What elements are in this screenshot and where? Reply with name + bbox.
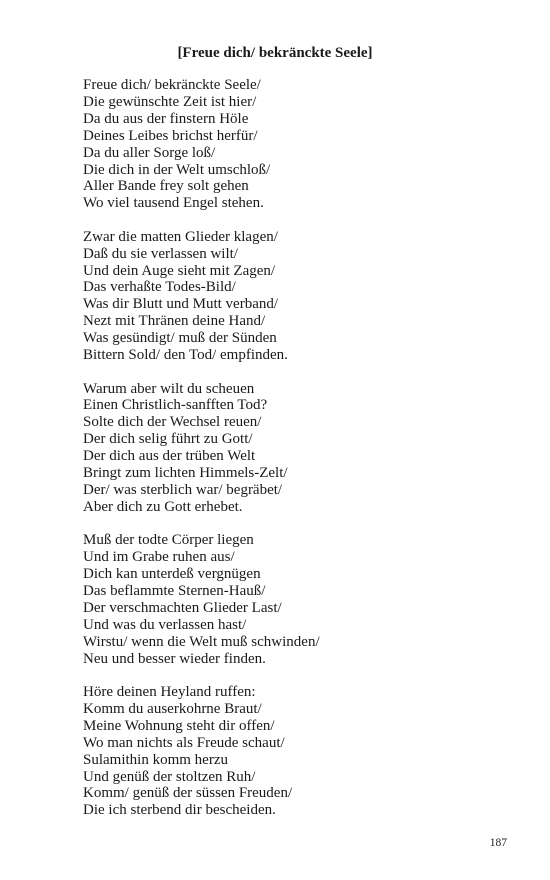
poem-line: Zwar die matten Glieder klagen/ xyxy=(83,228,278,245)
poem-line: Daß du sie verlassen wilt/ xyxy=(83,245,238,262)
stanza-2 xyxy=(83,229,513,364)
poem-line: Was gesündigt/ muß der Sünden xyxy=(83,330,277,347)
poem-line: Muß der todte Cörper liegen xyxy=(83,532,254,549)
poem-line: Nezt mit Thränen deine Hand/ xyxy=(83,313,266,330)
poem-line: Der verschmachten Glieder Last/ xyxy=(83,599,282,616)
poem-line: Der dich selig führt zu Gott/ xyxy=(83,431,253,448)
poem-line: Höre deinen Heyland ruffen: xyxy=(83,684,256,700)
poem-line: Komm/ genüß der süssen Freuden/ xyxy=(83,785,293,802)
poem-line: Meine Wohnung steht dir offen/ xyxy=(83,717,275,734)
poem-line: Das verhaßte Todes-Bild/ xyxy=(83,279,236,296)
poem-line: Bittern Sold/ den Tod/ empfinden. xyxy=(83,347,288,364)
poem-line: Solte dich der Wechsel reuen/ xyxy=(83,414,262,431)
poem-line: Der/ was sterblich war/ begräbet/ xyxy=(83,481,283,498)
poem-line: Wirstu/ wenn die Welt muß schwinden/ xyxy=(83,633,320,650)
poem-line: Warum aber wilt du scheuen xyxy=(83,380,255,397)
poem-title: [Freue dich/ bekränckte Seele] xyxy=(177,45,373,61)
poem-line: Die ich sterbend dir bescheiden. xyxy=(83,802,276,819)
page-number: 187 xyxy=(489,837,507,849)
poem-line: Sulamithin komm herzu xyxy=(83,751,228,768)
poem-line: Und im Grabe ruhen aus/ xyxy=(83,549,235,566)
poem-body xyxy=(83,77,513,836)
poem-line: Und was du verlassen hast/ xyxy=(83,616,247,633)
poem-line: Der dich aus der trüben Welt xyxy=(83,448,256,465)
poem-line: Da du aus der finstern Höle xyxy=(83,110,249,127)
poem-line: Wo viel tausend Engel stehen. xyxy=(83,195,264,212)
poem-line: Bringt zum lichten Himmels-Zelt/ xyxy=(83,465,288,482)
poem-line: Freue dich/ bekränckte Seele/ xyxy=(83,77,261,93)
poem-line: Dich kan unterdeß vergnügen xyxy=(83,566,261,583)
poem-line: Und dein Auge sieht mit Zagen/ xyxy=(83,262,276,279)
poem-line: Wo man nichts als Freude schaut/ xyxy=(83,734,285,751)
poem-line: Die gewünschte Zeit ist hier/ xyxy=(83,93,257,110)
stanza-3 xyxy=(83,381,513,516)
poem-line: Komm du auserkohrne Braut/ xyxy=(83,700,262,717)
poem-line: Deines Leibes brichst herfür/ xyxy=(83,127,258,144)
poem-line: Neu und besser wieder finden. xyxy=(83,650,266,667)
stanza-1 xyxy=(83,77,513,212)
poem-line: Und genüß der stoltzen Ruh/ xyxy=(83,768,256,785)
stanza-5 xyxy=(83,684,513,819)
poem-line: Aber dich zu Gott erhebet. xyxy=(83,498,243,515)
poem-line: Was dir Blutt und Mutt verband/ xyxy=(83,296,279,313)
poem-line: Da du aller Sorge loß/ xyxy=(83,144,216,161)
poem-line: Einen Christlich-sanfften Tod? xyxy=(83,397,268,414)
stanza-4 xyxy=(83,532,513,667)
poem-line: Aller Bande frey solt gehen xyxy=(83,178,249,195)
poem-line: Die dich in der Welt umschloß/ xyxy=(83,161,271,178)
poem-line: Das beflammte Sternen-Hauß/ xyxy=(83,582,266,599)
